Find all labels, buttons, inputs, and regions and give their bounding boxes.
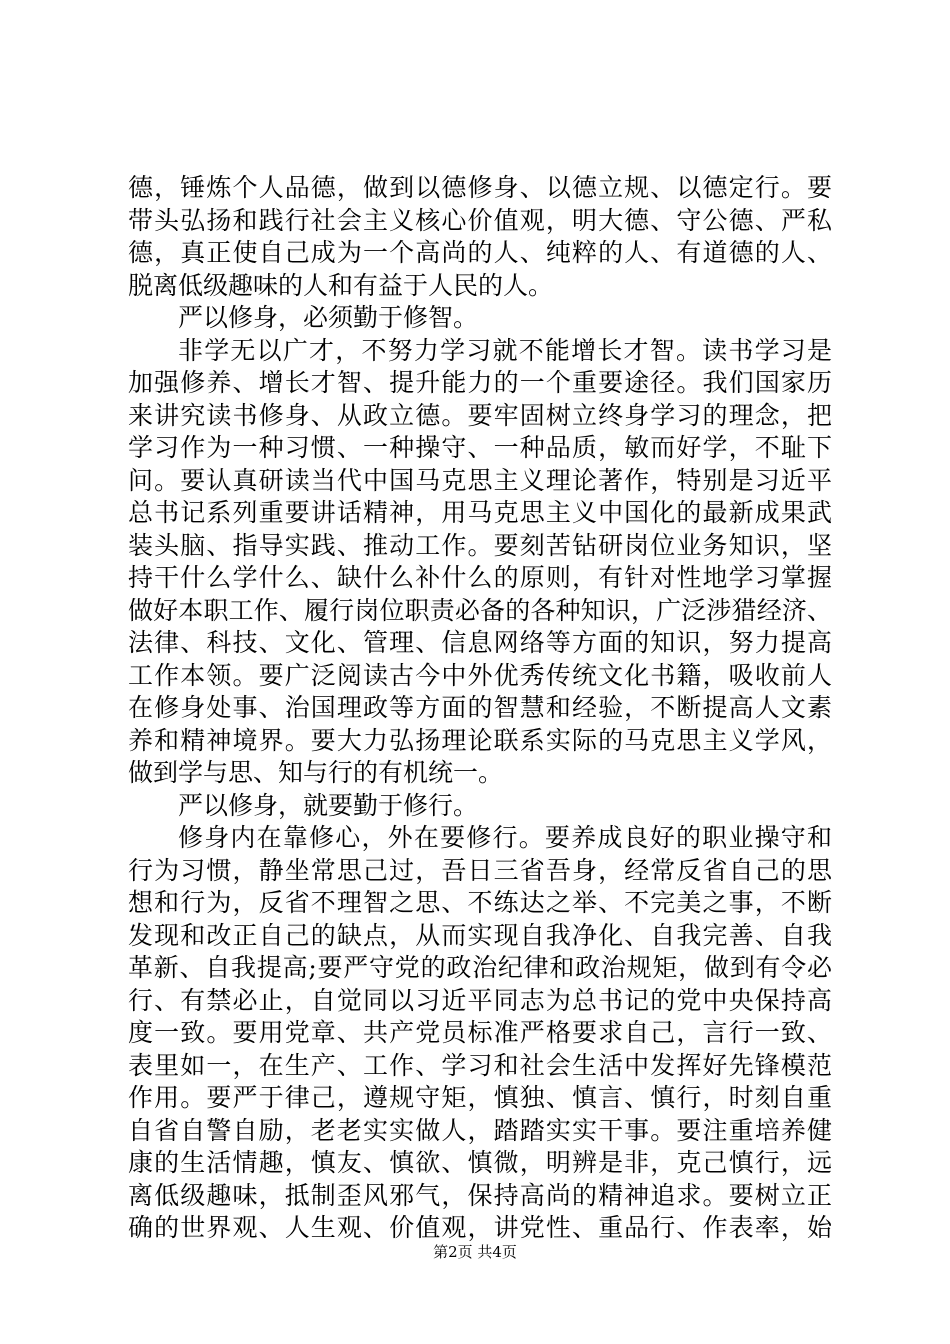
page-number-label: 第2页 共4页	[433, 1243, 517, 1261]
text-line: 问。要认真研读当代中国马克思主义理论著作，特别是习近平	[128, 465, 832, 495]
text-line: 加强修养、增长才智、提升能力的一个重要途径。我们国家历	[128, 368, 832, 397]
text-line: 发现和改正自己的缺点，从而实现自我净化、自我完善、自我	[128, 920, 832, 950]
text-line: 学习作为一种习惯、一种操守、一种品质，敏而好学，不耻下	[128, 433, 832, 462]
text-line: 作用。要严于律己，遵规守矩，慎独、慎言、慎行，时刻自重	[128, 1083, 832, 1112]
text-line: 严以修身，就要勤于修行。	[178, 790, 479, 820]
text-line: 离低级趣味，抵制歪风邪气，保持高尚的精神追求。要树立正	[128, 1180, 832, 1210]
text-line: 革新、自我提高;要严守党的政治纪律和政治规矩，做到有令必	[128, 953, 832, 982]
page-footer	[0, 1242, 950, 1262]
text-line: 严以修身，必须勤于修智。	[178, 303, 479, 332]
text-line: 带头弘扬和践行社会主义核心价值观，明大德、守公德、严私	[128, 205, 832, 235]
text-line: 持干什么学什么、缺什么补什么的原则，有针对性地学习掌握	[128, 563, 832, 592]
text-line: 养和精神境界。要大力弘扬理论联系实际的马克思主义学风，	[128, 725, 832, 755]
text-line: 来讲究读书修身、从政立德。要牢固树立终身学习的理念，把	[128, 400, 832, 430]
text-line: 表里如一，在生产、工作、学习和社会生活中发挥好先锋模范	[128, 1050, 832, 1080]
text-line: 确的世界观、人生观、价值观，讲党性、重品行、作表率，始	[128, 1213, 832, 1242]
text-line: 脱离低级趣味的人和有益于人民的人。	[128, 270, 554, 300]
text-line: 行、有禁必止，自觉同以习近平同志为总书记的党中央保持高	[128, 985, 832, 1015]
document-body	[128, 172, 832, 1245]
text-line: 做到学与思、知与行的有机统一。	[128, 758, 504, 787]
text-line: 工作本领。要广泛阅读古今中外优秀传统文化书籍，吸收前人	[128, 660, 832, 690]
text-line: 康的生活情趣，慎友、慎欲、慎微，明辨是非，克己慎行，远	[128, 1148, 832, 1177]
text-line: 德，真正使自己成为一个高尚的人、纯粹的人、有道德的人、	[128, 238, 832, 267]
text-line: 总书记系列重要讲话精神，用马克思主义中国化的最新成果武	[128, 498, 832, 527]
text-line: 做好本职工作、履行岗位职责必备的各种知识，广泛涉猎经济、	[128, 595, 832, 625]
text-line: 行为习惯，静坐常思己过，吾日三省吾身，经常反省自己的思	[128, 855, 832, 885]
text-line: 自省自警自励，老老实实做人，踏踏实实干事。要注重培养健	[128, 1115, 832, 1145]
text-line: 想和行为，反省不理智之思、不练达之举、不完美之事，不断	[128, 888, 832, 917]
text-line: 在修身处事、治国理政等方面的智慧和经验，不断提高人文素	[128, 693, 832, 722]
text-line: 非学无以广才，不努力学习就不能增长才智。读书学习是	[178, 335, 832, 365]
text-line: 德，锤炼个人品德，做到以德修身、以德立规、以德定行。要	[128, 173, 832, 202]
text-line: 法律、科技、文化、管理、信息网络等方面的知识，努力提高	[128, 628, 832, 657]
text-line: 装头脑、指导实践、推动工作。要刻苦钻研岗位业务知识，坚	[128, 530, 832, 560]
text-line: 修身内在靠修心，外在要修行。要养成良好的职业操守和	[178, 823, 832, 852]
text-line: 度一致。要用党章、共产党员标准严格要求自己，言行一致、	[128, 1018, 832, 1047]
